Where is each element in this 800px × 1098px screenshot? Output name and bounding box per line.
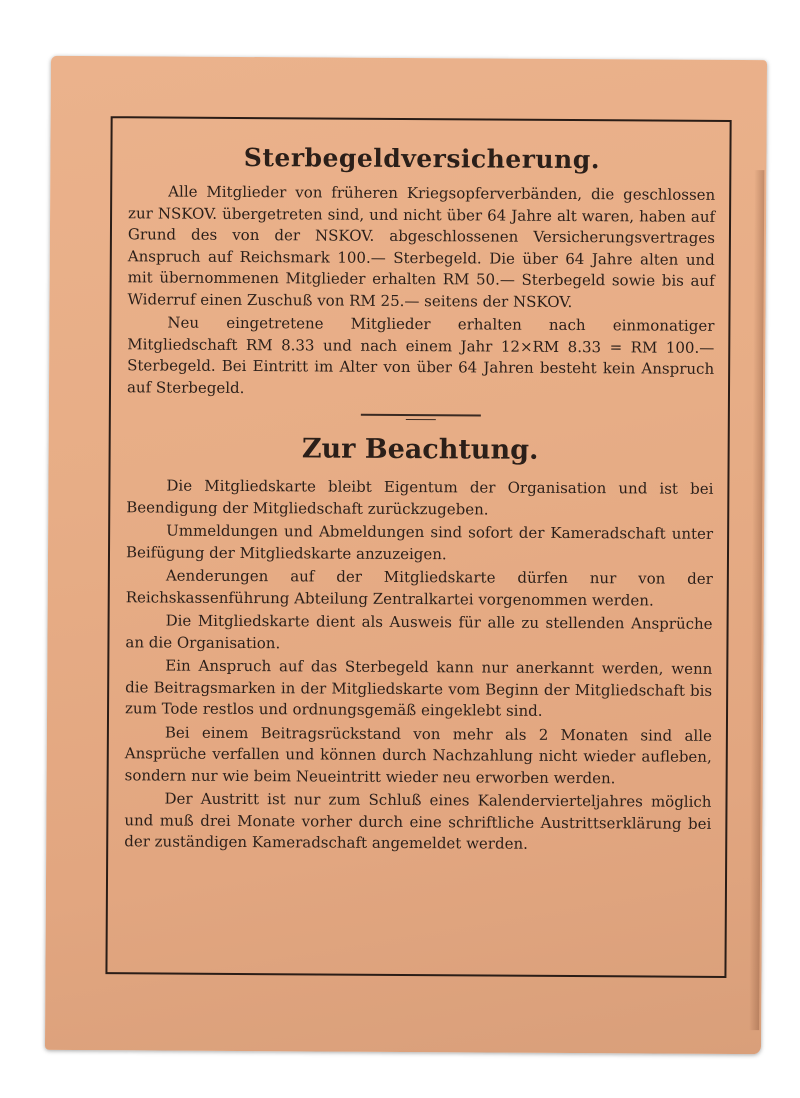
paragraph: Ein Anspruch auf das Sterbegeld kann nur anerkannt werden, wenn die Beitragsmarken in der Mitgliedskarte vom Beginn der Mitgliedschaft bis zum Tode restlos und ordnungsgemäß eingeklebt sind. [125, 656, 713, 720]
paragraph: Ummeldungen und Abmeldungen sind sofort der Kameradschaft unter Beifügung der Mitgliedskarte anzuzeigen. [125, 521, 714, 563]
section-title-beachtung: Zur Beachtung. [301, 433, 539, 466]
section-title-sterbegeld: Sterbegeldversicherung. [243, 143, 601, 175]
separator-rule [360, 414, 480, 417]
paragraph: Die Mitgliedskarte bleibt Eigentum der Organisation und ist bei Beendigung der Mitgliedschaft zurückzugeben. [126, 476, 714, 519]
paragraph: Aenderungen auf der Mitgliedskarte dürfen nur von der Reichskassenführung Abteilung Zentralkartei vorgenommen werden. [125, 566, 713, 610]
card-edge-shadow [749, 170, 764, 1030]
membership-card-back [45, 56, 767, 1054]
paragraph: Alle Mitglieder von früheren Kriegsopferverbänden, die geschlossen zur NSKOV. übergetreten sind, und nicht über 64 Jahre alt waren, haben auf Grund des von der NSKOV. abgeschlossenen Versicherungsvertrages Anspruch auf Reichsmark 100.— Sterbegeld. Die über 64 Jahre alten und mit übernommenen Mitglieder erhalten RM 50.— Sterbegeld sowie bis auf Widerruf einen Zuschuß von RM 25.— seitens der NSKOV. [127, 182, 716, 311]
paragraph: Neu eingetretene Mitglieder erhalten nach einmonatiger Mitgliedschaft RM 8.33 und nach einem Jahr 12×RM 8.33 = RM 100.— Sterbegeld. Bei Eintritt im Alter von über 64 Jahren besteht kein Anspruch auf Sterbegeld. [126, 313, 715, 397]
paragraph: Die Mitgliedskarte dient als Ausweis für alle zu stellenden Ansprüche an die Organisation. [125, 611, 713, 652]
paragraph: Bei einem Beitragsrückstand von mehr als 2 Monaten sind alle Ansprüche verfallen und können durch Nachzahlung nicht wieder aufleben, sondern nur wie beim Neueintritt wieder neu erworben werden. [124, 723, 712, 787]
paragraph: Der Austritt ist nur zum Schluß eines Kalendervierteljahres möglich und muß drei Monate vorher durch eine schriftliche Austrittserklärung bei der zuständigen Kameradschaft angemeldet werden. [124, 789, 712, 853]
text-frame [105, 116, 731, 978]
